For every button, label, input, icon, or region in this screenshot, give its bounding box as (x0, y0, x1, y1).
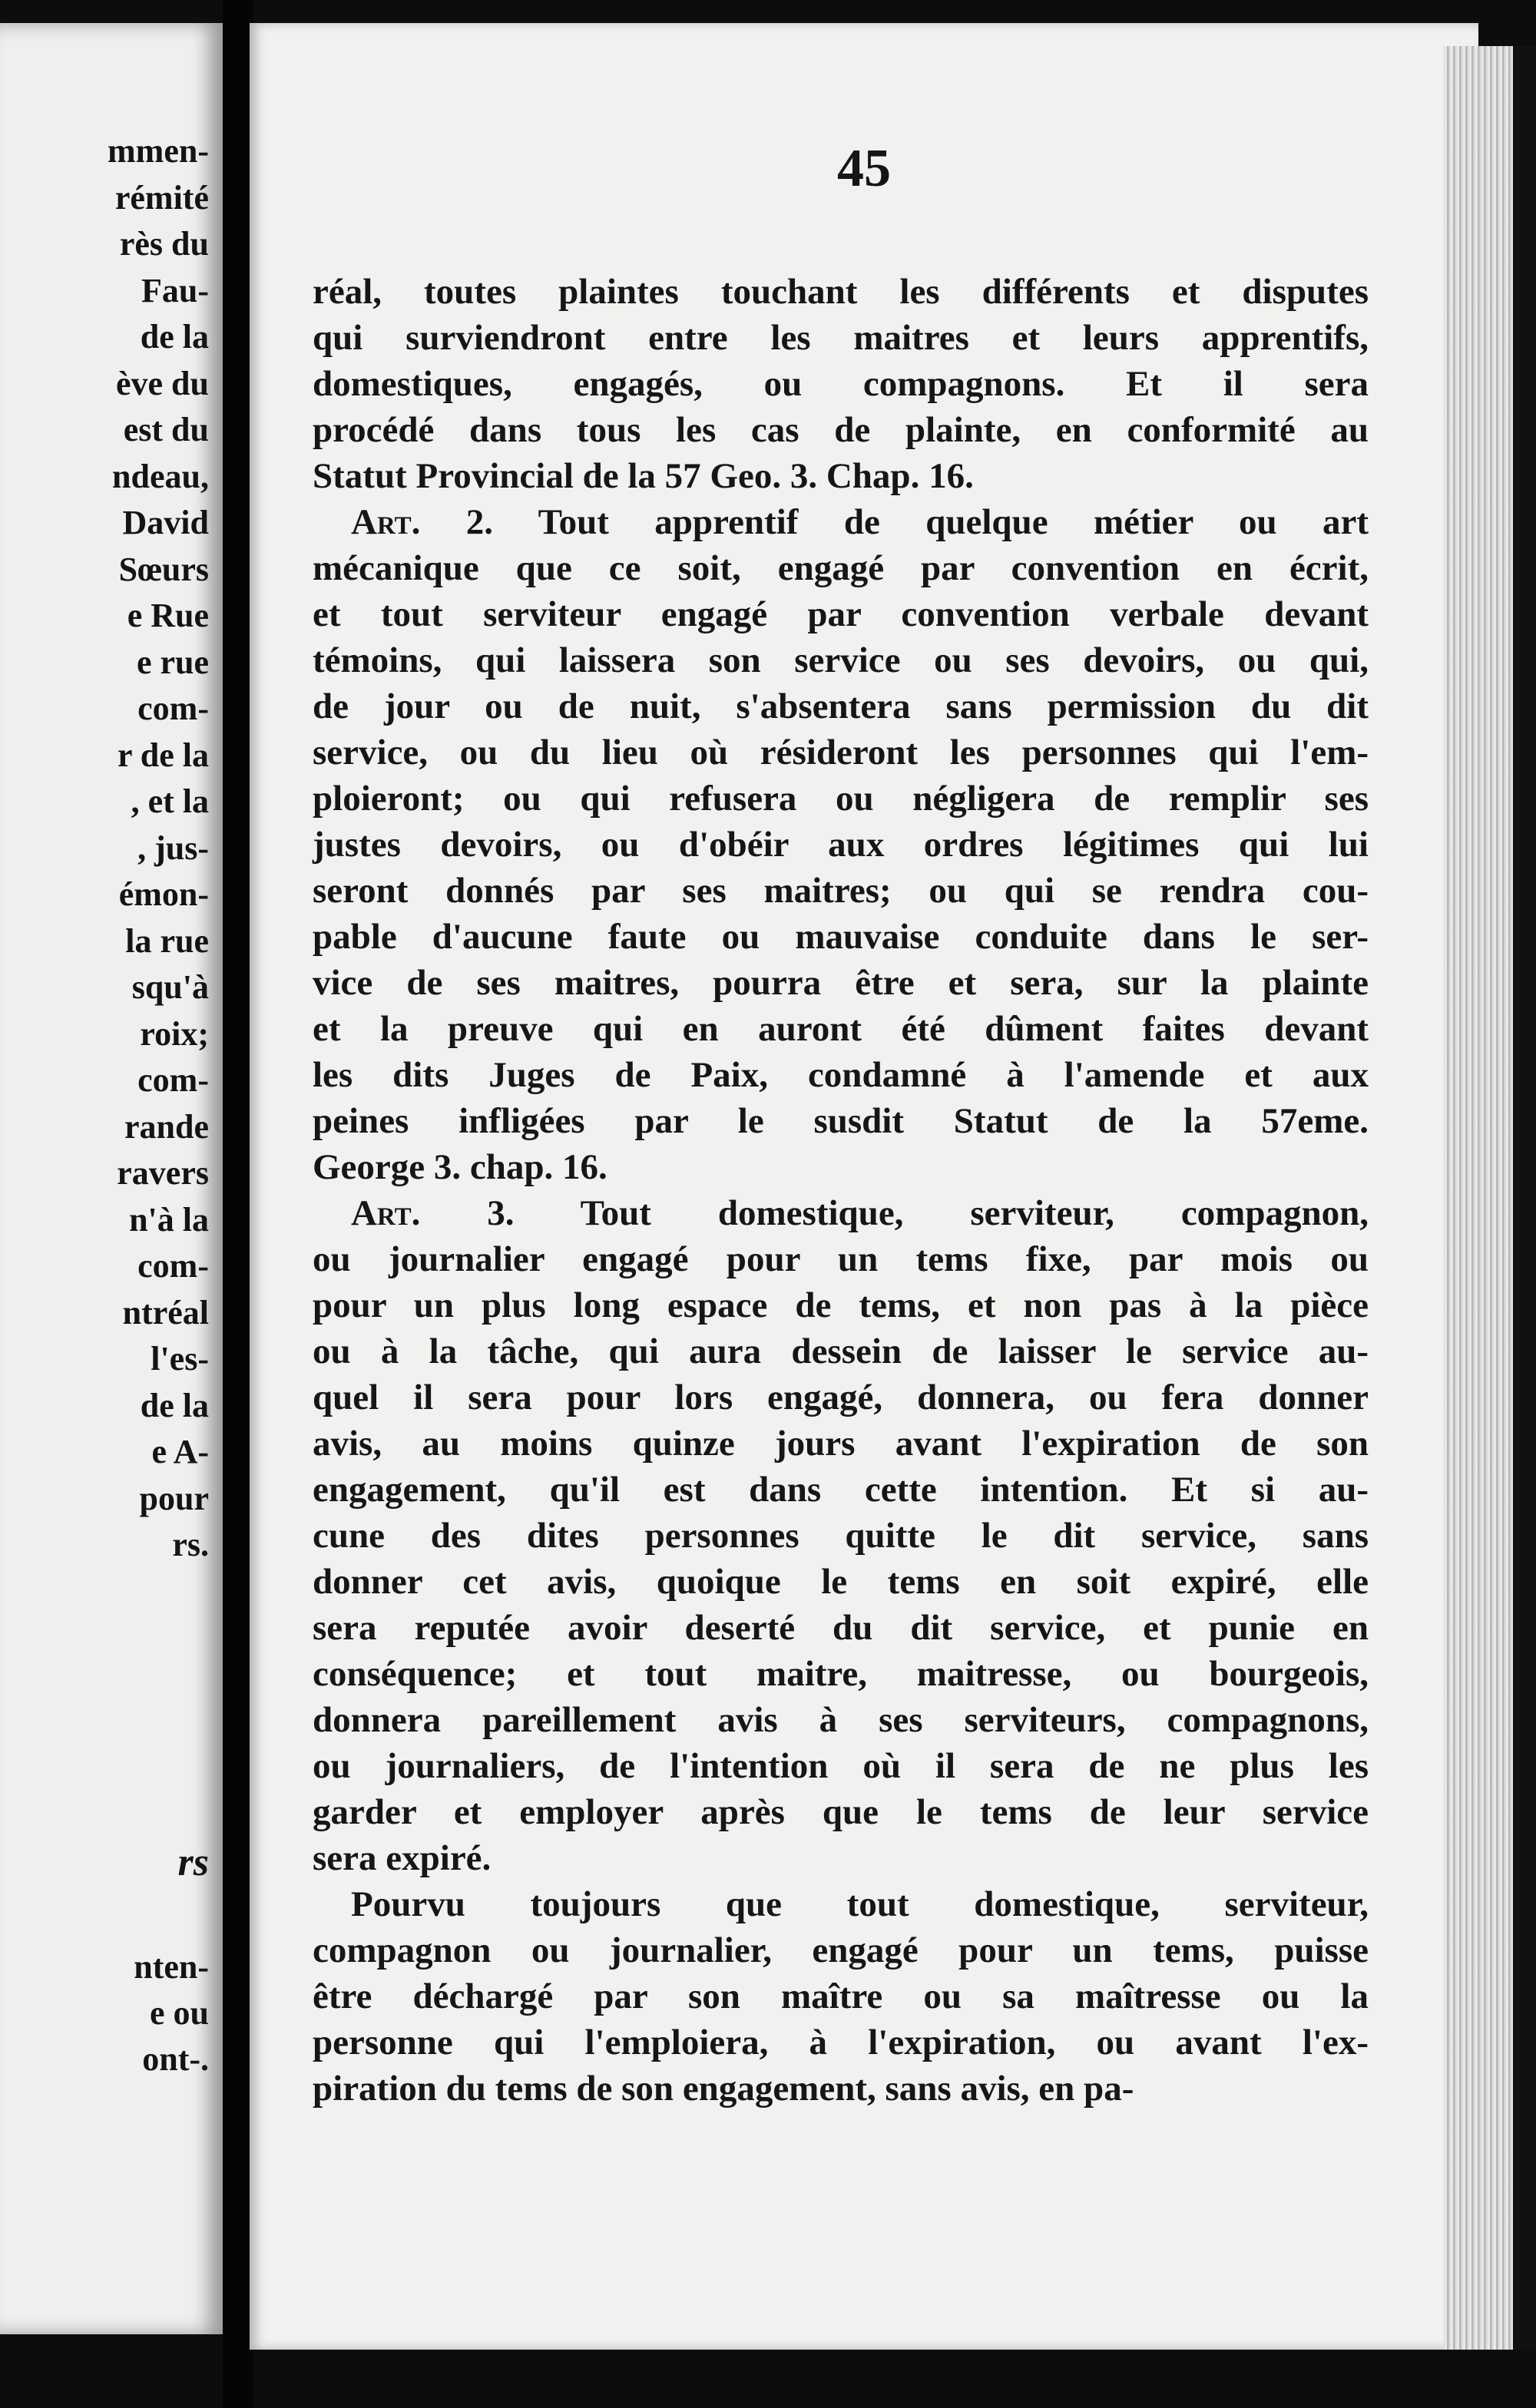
text-line: procédé dans tous les cas de plainte, en conformité au (313, 410, 1369, 450)
left-page-text-fragment: rès du (119, 225, 209, 263)
left-page-text-fragment: David (122, 504, 209, 541)
left-page-text-fragment: de la (140, 318, 209, 356)
text-line: et tout serviteur engagé par convention verbale devant (313, 594, 1369, 634)
text-line: ou à la tâche, qui aura dessein de laisser le service au- (313, 1331, 1369, 1371)
left-page-text-fragment: ravers (117, 1154, 209, 1192)
text-line-content: 2. Tout apprentif de quelque métier ou art (420, 502, 1369, 542)
text-line: compagnon ou journalier, engagé pour un tems, puisse (313, 1930, 1369, 1970)
text-line: George 3. chap. 16. (313, 1147, 607, 1187)
text-line: et la preuve qui en auront été dûment faites devant (313, 1009, 1369, 1049)
page-edges-shadow (1513, 46, 1536, 2350)
left-page-text-fragment: ndeau, (112, 457, 209, 495)
text-line: sera reputée avoir deserté du dit service, et punie en (313, 1608, 1369, 1648)
text-line: donner cet avis, quoique le tems en soit expiré, elle (313, 1562, 1369, 1602)
text-line: personne qui l'emploiera, à l'expiration, ou avant l'ex- (313, 2023, 1369, 2062)
left-page-text-fragment: r de la (118, 736, 209, 774)
left-page-text-fragment: e Rue (127, 597, 209, 634)
text-line (313, 499, 1369, 545)
text-line: ou journaliers, de l'intention où il sera de ne plus les (313, 1746, 1369, 1786)
left-page-text-fragment: ont-. (142, 2040, 209, 2078)
text-line: être déchargé par son maître ou sa maîtresse ou la (313, 1976, 1369, 2016)
left-page-text-fragment: Fau- (141, 271, 209, 309)
text-line: Statut Provincial de la 57 Geo. 3. Chap. 16. (313, 456, 974, 496)
left-page-text-fragment: com- (137, 1061, 209, 1099)
left-page-text-fragment: pour (139, 1479, 209, 1517)
left-page-text-fragment: rs. (172, 1526, 209, 1563)
page-edges (1444, 46, 1521, 2350)
text-line: réal, toutes plaintes touchant les différents et disputes (313, 272, 1369, 312)
left-page-text-fragment: com- (137, 690, 209, 727)
text-line: justes devoirs, ou d'obéir aux ordres légitimes qui lui (313, 825, 1369, 865)
article-label: Art. (351, 1193, 421, 1233)
article-label: Art. (351, 502, 421, 542)
text-line: piration du tems de son engagement, sans avis, en pa- (313, 2069, 1134, 2109)
book-page (250, 23, 1478, 2350)
text-line: engagement, qu'il est dans cette intention. Et si au- (313, 1470, 1369, 1510)
text-line: donnera pareillement avis à ses serviteurs, compagnons, (313, 1700, 1369, 1740)
previous-page-fragment (0, 23, 223, 2334)
left-page-text-fragment: rande (124, 1107, 209, 1146)
page-text (313, 269, 1369, 2112)
left-page-heading-fragment: rs (177, 1841, 209, 1884)
left-page-text-fragment: est du (123, 411, 209, 448)
left-page-text-fragment: squ'à (131, 968, 209, 1006)
text-line: ou journalier engagé pour un tems fixe, par mois ou (313, 1239, 1369, 1279)
left-page-text-fragment: n'à la (129, 1200, 209, 1239)
left-page-text-fragment: e ou (150, 1994, 209, 2032)
text-line (313, 1190, 1369, 1236)
text-line: ploieront; ou qui refusera ou négligera de remplir ses (313, 779, 1369, 819)
left-page-text-fragment: mmen- (108, 132, 209, 170)
left-page-text-fragment: rémité (114, 178, 209, 217)
left-page-text-fragment: , jus- (137, 829, 209, 867)
left-page-text-fragment: e A- (151, 1433, 209, 1470)
text-line: qui surviendront entre les maitres et leurs apprentifs, (313, 318, 1369, 358)
text-line: cune des dites personnes quitte le dit service, sans (313, 1516, 1369, 1556)
text-line: service, ou du lieu où résideront les personnes qui l'em- (313, 733, 1369, 772)
text-line-content: 3. Tout domestique, serviteur, compagnon, (420, 1193, 1369, 1233)
book-gutter (223, 0, 253, 2408)
text-line: mécanique que ce soit, engagé par convention en écrit, (313, 548, 1369, 588)
text-line: témoins, qui laissera son service ou ses devoirs, ou qui, (313, 640, 1369, 680)
left-page-text-fragment: , et la (131, 782, 209, 820)
left-page-text-fragment: Sœurs (118, 550, 209, 588)
text-line: vice de ses maitres, pourra être et sera, sur la plainte (313, 963, 1369, 1003)
left-page-text-fragment: nten- (134, 1948, 209, 1986)
left-page-text-fragment: l'es- (151, 1340, 209, 1378)
text-line: de jour ou de nuit, s'absentera sans permission du dit (313, 686, 1369, 726)
left-page-text-fragment: e rue (136, 643, 209, 681)
left-page-text-fragment: de la (140, 1386, 209, 1424)
text-line: les dits Juges de Paix, condamné à l'amende et aux (313, 1055, 1369, 1095)
left-page-text-fragment: com- (137, 1247, 209, 1285)
text-line: pour un plus long espace de tems, et non pas à la pièce (313, 1285, 1369, 1325)
left-page-text-fragment: roix; (140, 1014, 209, 1053)
text-line: seront donnés par ses maitres; ou qui se rendra cou- (313, 871, 1369, 911)
text-line: peines infligées par le susdit Statut de la 57eme. (313, 1101, 1369, 1141)
text-line: garder et employer après que le tems de leur service (313, 1792, 1369, 1832)
text-line: avis, au moins quinze jours avant l'expiration de son (313, 1424, 1369, 1464)
left-page-text-fragment: ève du (116, 364, 209, 402)
left-page-text-fragment: la rue (125, 921, 209, 960)
text-line: pable d'aucune faute ou mauvaise conduite dans le ser- (313, 917, 1369, 957)
text-line: domestiques, engagés, ou compagnons. Et il sera (313, 364, 1369, 404)
text-line: quel il sera pour lors engagé, donnera, ou fera donner (313, 1378, 1369, 1417)
left-page-text-fragment: ntréal (122, 1293, 209, 1331)
text-line: Pourvu toujours que tout domestique, serviteur, (351, 1884, 1369, 1924)
text-line: sera expiré. (313, 1838, 492, 1878)
page-number: 45 (837, 139, 891, 198)
left-page-text-fragment: émon- (118, 875, 209, 913)
text-line: conséquence; et tout maitre, maitresse, ou bourgeois, (313, 1654, 1369, 1694)
